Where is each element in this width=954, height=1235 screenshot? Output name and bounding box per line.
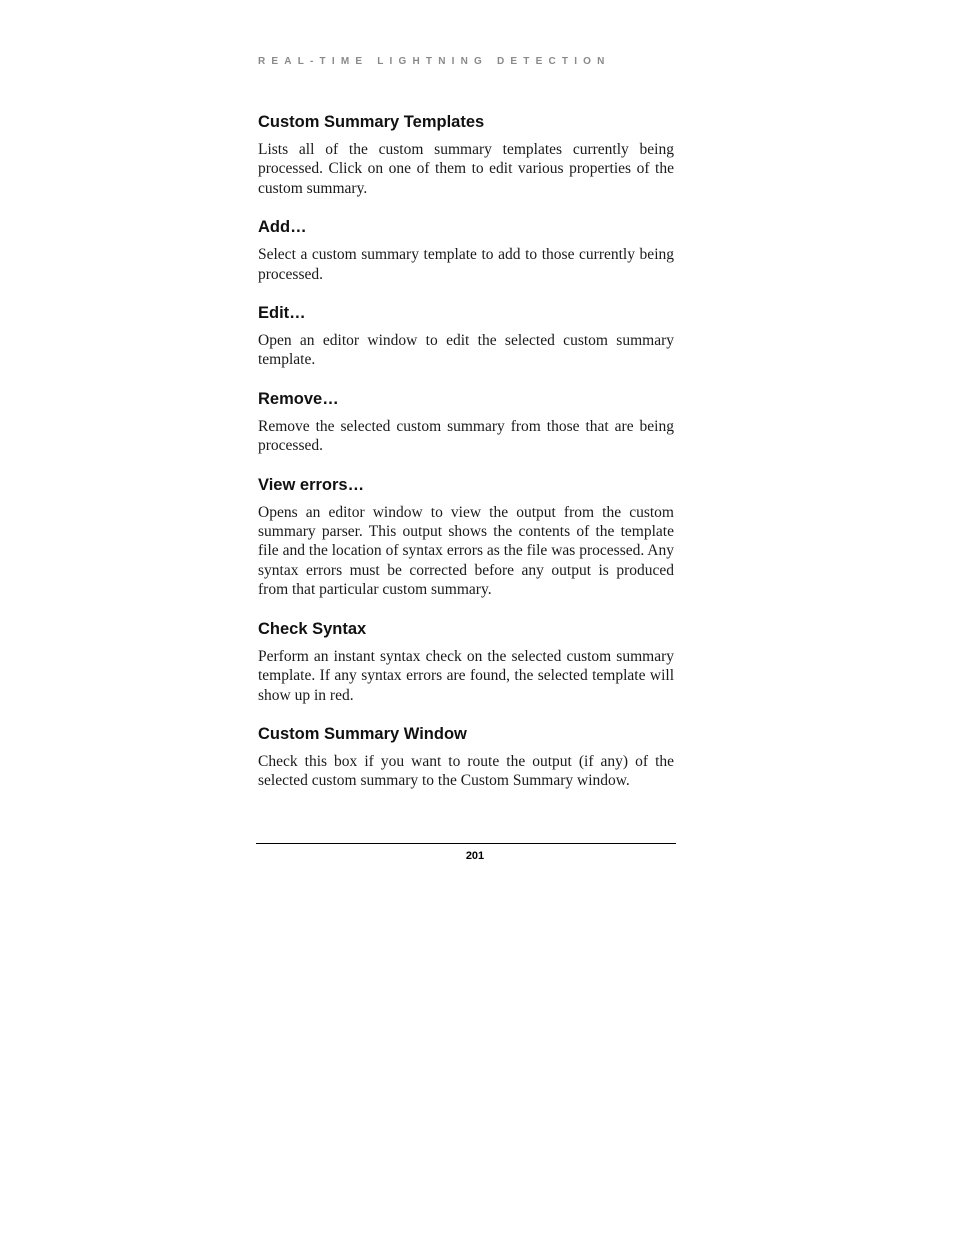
section-paragraph: Perform an instant syntax check on the selected custom summary template. If any syntax errors are found, the selected template will show up in red. bbox=[258, 647, 674, 704]
section-custom-summary-templates bbox=[258, 112, 674, 198]
section-paragraph: Select a custom summary template to add to those currently being processed. bbox=[258, 246, 674, 283]
section-paragraph: Lists all of the custom summary templates currently being processed. Click on one of them to edit various properties of the custom summary. bbox=[258, 141, 674, 197]
section-paragraph: Open an editor window to edit the selected custom summary template. bbox=[258, 332, 674, 369]
section-heading: Add… bbox=[258, 218, 307, 237]
section-heading: Remove… bbox=[258, 389, 339, 408]
section-heading: Edit… bbox=[258, 304, 306, 323]
section-custom-summary-window bbox=[258, 724, 674, 791]
running-header: REAL-TIME LIGHTNING DETECTION bbox=[258, 56, 611, 67]
section-paragraph: Remove the selected custom summary from those that are being processed. bbox=[258, 417, 674, 455]
section-edit bbox=[258, 303, 674, 370]
section-remove bbox=[258, 389, 674, 456]
section-paragraph: Check this box if you want to route the output (if any) of the selected custom summary to the Custom Summary window. bbox=[258, 752, 674, 790]
section-heading: Custom Summary Window bbox=[258, 724, 467, 743]
page-number: 201 bbox=[465, 850, 485, 862]
section-heading: Custom Summary Templates bbox=[258, 113, 485, 131]
section-add bbox=[258, 217, 674, 284]
section-heading: Check Syntax bbox=[258, 619, 367, 638]
section-heading: View errors… bbox=[258, 475, 365, 494]
page-content bbox=[258, 112, 674, 810]
section-paragraph: Opens an editor window to view the output from the custom summary parser. This output shows the contents of the template file and the location of syntax errors as the file was processed. Any syntax errors must be corrected before any output is produced from that particular custom summary. bbox=[258, 503, 674, 599]
footer-divider bbox=[256, 843, 676, 844]
section-check-syntax bbox=[258, 619, 674, 705]
section-view-errors bbox=[258, 475, 674, 600]
